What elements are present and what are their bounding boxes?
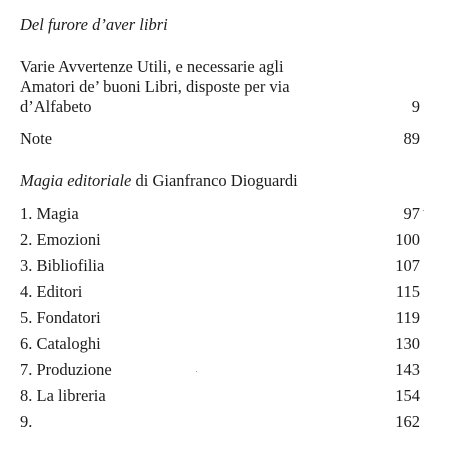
chapter-number: 4. [20,282,33,301]
chapter-entry [20,360,420,380]
chapter-entry [20,256,420,276]
chapter-title: Emozioni [36,230,101,249]
chapter-title: Magia [36,204,79,223]
chapter-number: 8. [20,386,33,405]
chapter-page-number: 119 [395,308,420,327]
chapter-entry [20,412,420,432]
chapter-title: Fondatori [36,308,101,327]
entry-avvertenze-text: d’Alfabeto [20,97,92,116]
entry-avvertenze-line-3 [20,97,420,117]
scan-speck [196,371,197,372]
section-title-italic: Magia editoriale [20,171,132,190]
chapter-page-number: 115 [395,282,420,301]
chapter-page-number: 154 [395,386,420,405]
chapter-number: 5. [20,308,33,327]
entry-avvertenze-page-number: 9 [411,97,420,116]
chapter-number: 2. [20,230,33,249]
section-title-magia-editoriale [20,171,420,191]
section-title-del-furore: Del furore d’aver libri [20,15,168,34]
chapter-entry [20,282,420,302]
chapter-number: 3. [20,256,33,275]
scan-speck [423,210,424,211]
entry-avvertenze-line-2: Amatori de’ buoni Libri, disposte per via [20,77,290,96]
chapter-title: Cataloghi [36,334,101,353]
chapter-entry [20,230,420,250]
chapter-entry [20,334,420,354]
chapter-page-number: 97 [403,204,420,223]
chapter-number: 9. [20,412,33,431]
entry-note-page-number: 89 [403,129,420,148]
chapter-page-number: 130 [395,334,420,353]
entry-note-label: Note [20,129,53,148]
chapter-page-number: 143 [395,360,420,379]
chapter-page-number: 162 [395,412,420,431]
chapter-number: 6. [20,334,33,353]
chapter-page-number: 100 [395,230,420,249]
chapter-entry [20,386,420,406]
chapter-title: Bibliofilia [36,256,105,275]
chapter-number: 7. [20,360,33,379]
entry-note [20,129,420,149]
chapter-title: Produzione [36,360,112,379]
entry-avvertenze-line-1: Varie Avvertenze Utili, e necessarie agli [20,57,284,76]
chapter-entry [20,308,420,328]
chapter-title: Editori [36,282,83,301]
chapter-number: 1. [20,204,33,223]
chapter-page-number: 107 [395,256,420,275]
chapter-title: La libreria [36,386,106,405]
section-title-author: di Gianfranco Dioguardi [131,171,298,190]
chapter-entry [20,204,420,224]
